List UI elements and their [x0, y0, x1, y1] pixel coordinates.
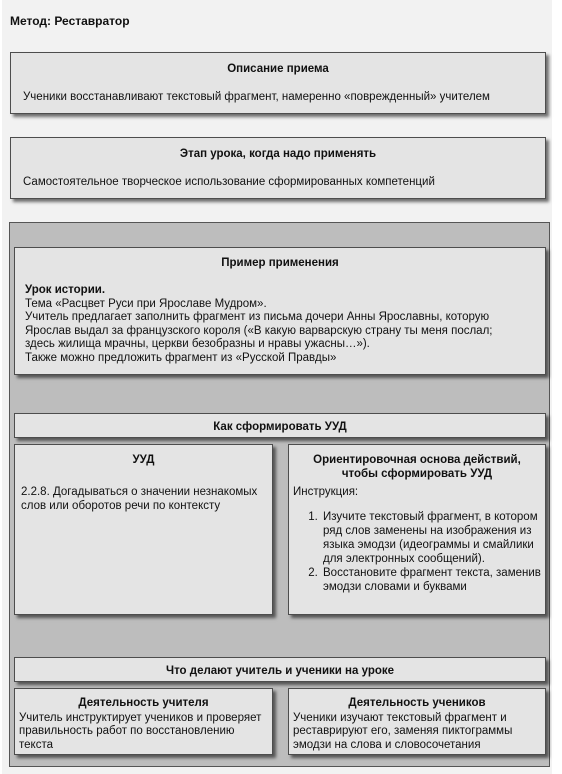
teacher-title: Деятельность учителя	[78, 697, 209, 709]
example-line: здесь жилища мрачны, церкви безобразны и нравы ужасны…»).	[25, 338, 370, 351]
example-line: Также можно предложить фрагмент из «Русской Правды»	[25, 351, 337, 364]
basis-title: Ориентировочная основа действий, чтобы сформировать УУД	[313, 454, 521, 481]
basis-card	[288, 444, 546, 615]
description-text: Ученики восстанавливают текстовый фрагмент, намеренно «поврежденный» учителем	[23, 91, 490, 103]
basis-step: 2. Восстановите фрагмент текста, заменив эмодзи словами и буквами	[321, 566, 541, 594]
lesson-actions-card	[14, 657, 546, 682]
method-label: Метод: Реставратор	[10, 14, 130, 28]
example-body	[25, 284, 539, 365]
stage-title: Этап урока, когда надо применять	[179, 148, 377, 160]
example-lesson: Урок истории.	[25, 284, 106, 296]
uud-text: 2.2.8. Догадываться о значении незнакомых слов или оборотов речи по контексту	[21, 486, 258, 513]
how-title: Как сформировать УУД	[213, 421, 347, 433]
students-card	[288, 688, 546, 755]
students-text: Ученики изучают текстовый фрагмент и реставрируют его, заменяя пиктограммы эмодзи на слова и словосочетания	[293, 712, 513, 751]
basis-body	[293, 485, 541, 594]
students-title: Деятельность учеников	[348, 697, 486, 709]
page	[2, 0, 552, 774]
example-card	[14, 247, 546, 375]
teacher-card	[14, 688, 273, 755]
uud-title: УУД	[132, 454, 155, 466]
lesson-actions-title: Что делают учитель и ученики на уроке	[165, 665, 395, 677]
example-title: Пример применения	[221, 257, 339, 269]
how-card	[14, 413, 546, 438]
stage-text: Самостоятельное творческое использование сформированных компетенций	[23, 176, 435, 188]
stage-card	[10, 137, 546, 199]
description-card	[10, 52, 546, 114]
example-line: Тема «Расцвет Руси при Ярославе Мудром».	[25, 297, 267, 310]
example-line: Ярослав выдал за французского короля («В какую варварскую страну ты меня послал;	[25, 324, 493, 337]
example-line: Учитель предлагает заполнить фрагмент из письма дочери Анны Ярославны, которую	[25, 311, 490, 324]
teacher-text: Учитель инструктирует учеников и проверяет правильность работ по восстановлению текста	[19, 712, 262, 751]
basis-intro: Инструкция:	[293, 486, 359, 498]
basis-steps	[293, 510, 541, 594]
basis-step: 1. Изучите текстовый фрагмент, в котором ряд слов заменены на изображения из языка эмодзи (идеограммы и смайлики для электронных сообщений).	[321, 510, 541, 566]
description-title: Описание приема	[227, 63, 329, 75]
uud-card	[14, 444, 273, 615]
